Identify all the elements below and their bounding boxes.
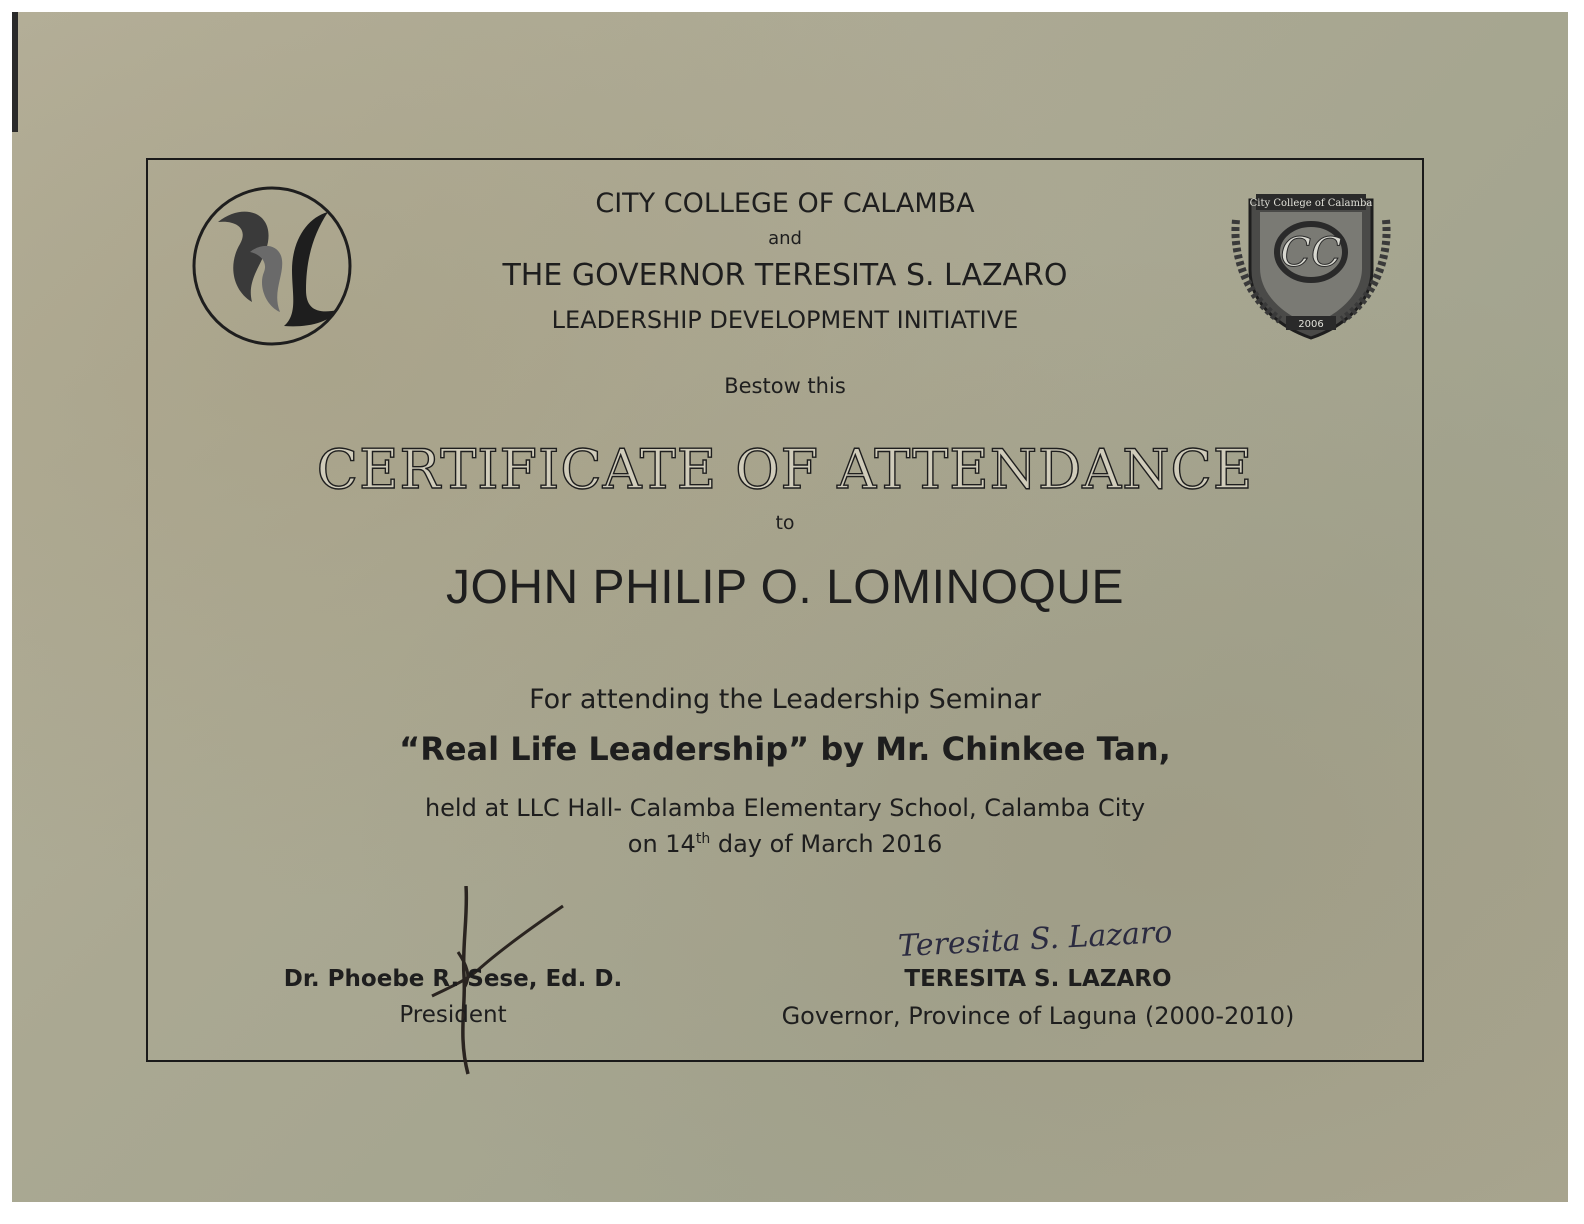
signatory-title: Governor, Province of Laguna (2000-2010): [781, 1002, 1295, 1030]
initiative-name: LEADERSHIP DEVELOPMENT INITIATIVE: [551, 306, 1019, 334]
college-name: CITY COLLEGE OF CALAMBA: [595, 188, 975, 219]
signatory-title: President: [399, 1002, 507, 1028]
date-prefix: on 14: [627, 830, 696, 858]
recipient-name: JOHN PHILIP O. LOMINOQUE: [446, 561, 1124, 614]
certificate-scan: [12, 12, 1568, 1202]
signatory-president: [268, 966, 638, 1028]
date-text: [148, 830, 1422, 858]
date-rest: day of March 2016: [710, 830, 943, 858]
conjunction-and: and: [768, 228, 802, 249]
signatory-name: TERESITA S. LAZARO: [904, 966, 1172, 992]
certificate-title: CERTIFICATE OF ATTENDANCE: [316, 438, 1254, 501]
reason-text: For attending the Leadership Seminar: [529, 684, 1041, 715]
governor-line: THE GOVERNOR TERESITA S. LAZARO: [502, 258, 1068, 293]
seal-year-text: 2006: [1298, 319, 1324, 330]
svg-text:CC: CC: [1280, 230, 1342, 276]
bestow-text: Bestow this: [724, 374, 846, 398]
certificate-frame: [146, 158, 1424, 1062]
date-ordinal-suffix: th: [695, 831, 711, 847]
seal-banner-text: City College of Calamba: [1249, 198, 1373, 209]
to-text: to: [775, 512, 795, 534]
signatory-name: Dr. Phoebe R. Sese, Ed. D.: [283, 966, 623, 992]
seminar-title: “Real Life Leadership” by Mr. Chinkee Tan,: [399, 730, 1171, 768]
scan-edge-shadow: [12, 12, 18, 132]
governor-signature: Teresita S. Lazaro: [897, 914, 1174, 965]
venue-text: held at LLC Hall- Calamba Elementary School, Calamba City: [424, 794, 1146, 822]
signatory-governor: [748, 966, 1328, 1030]
